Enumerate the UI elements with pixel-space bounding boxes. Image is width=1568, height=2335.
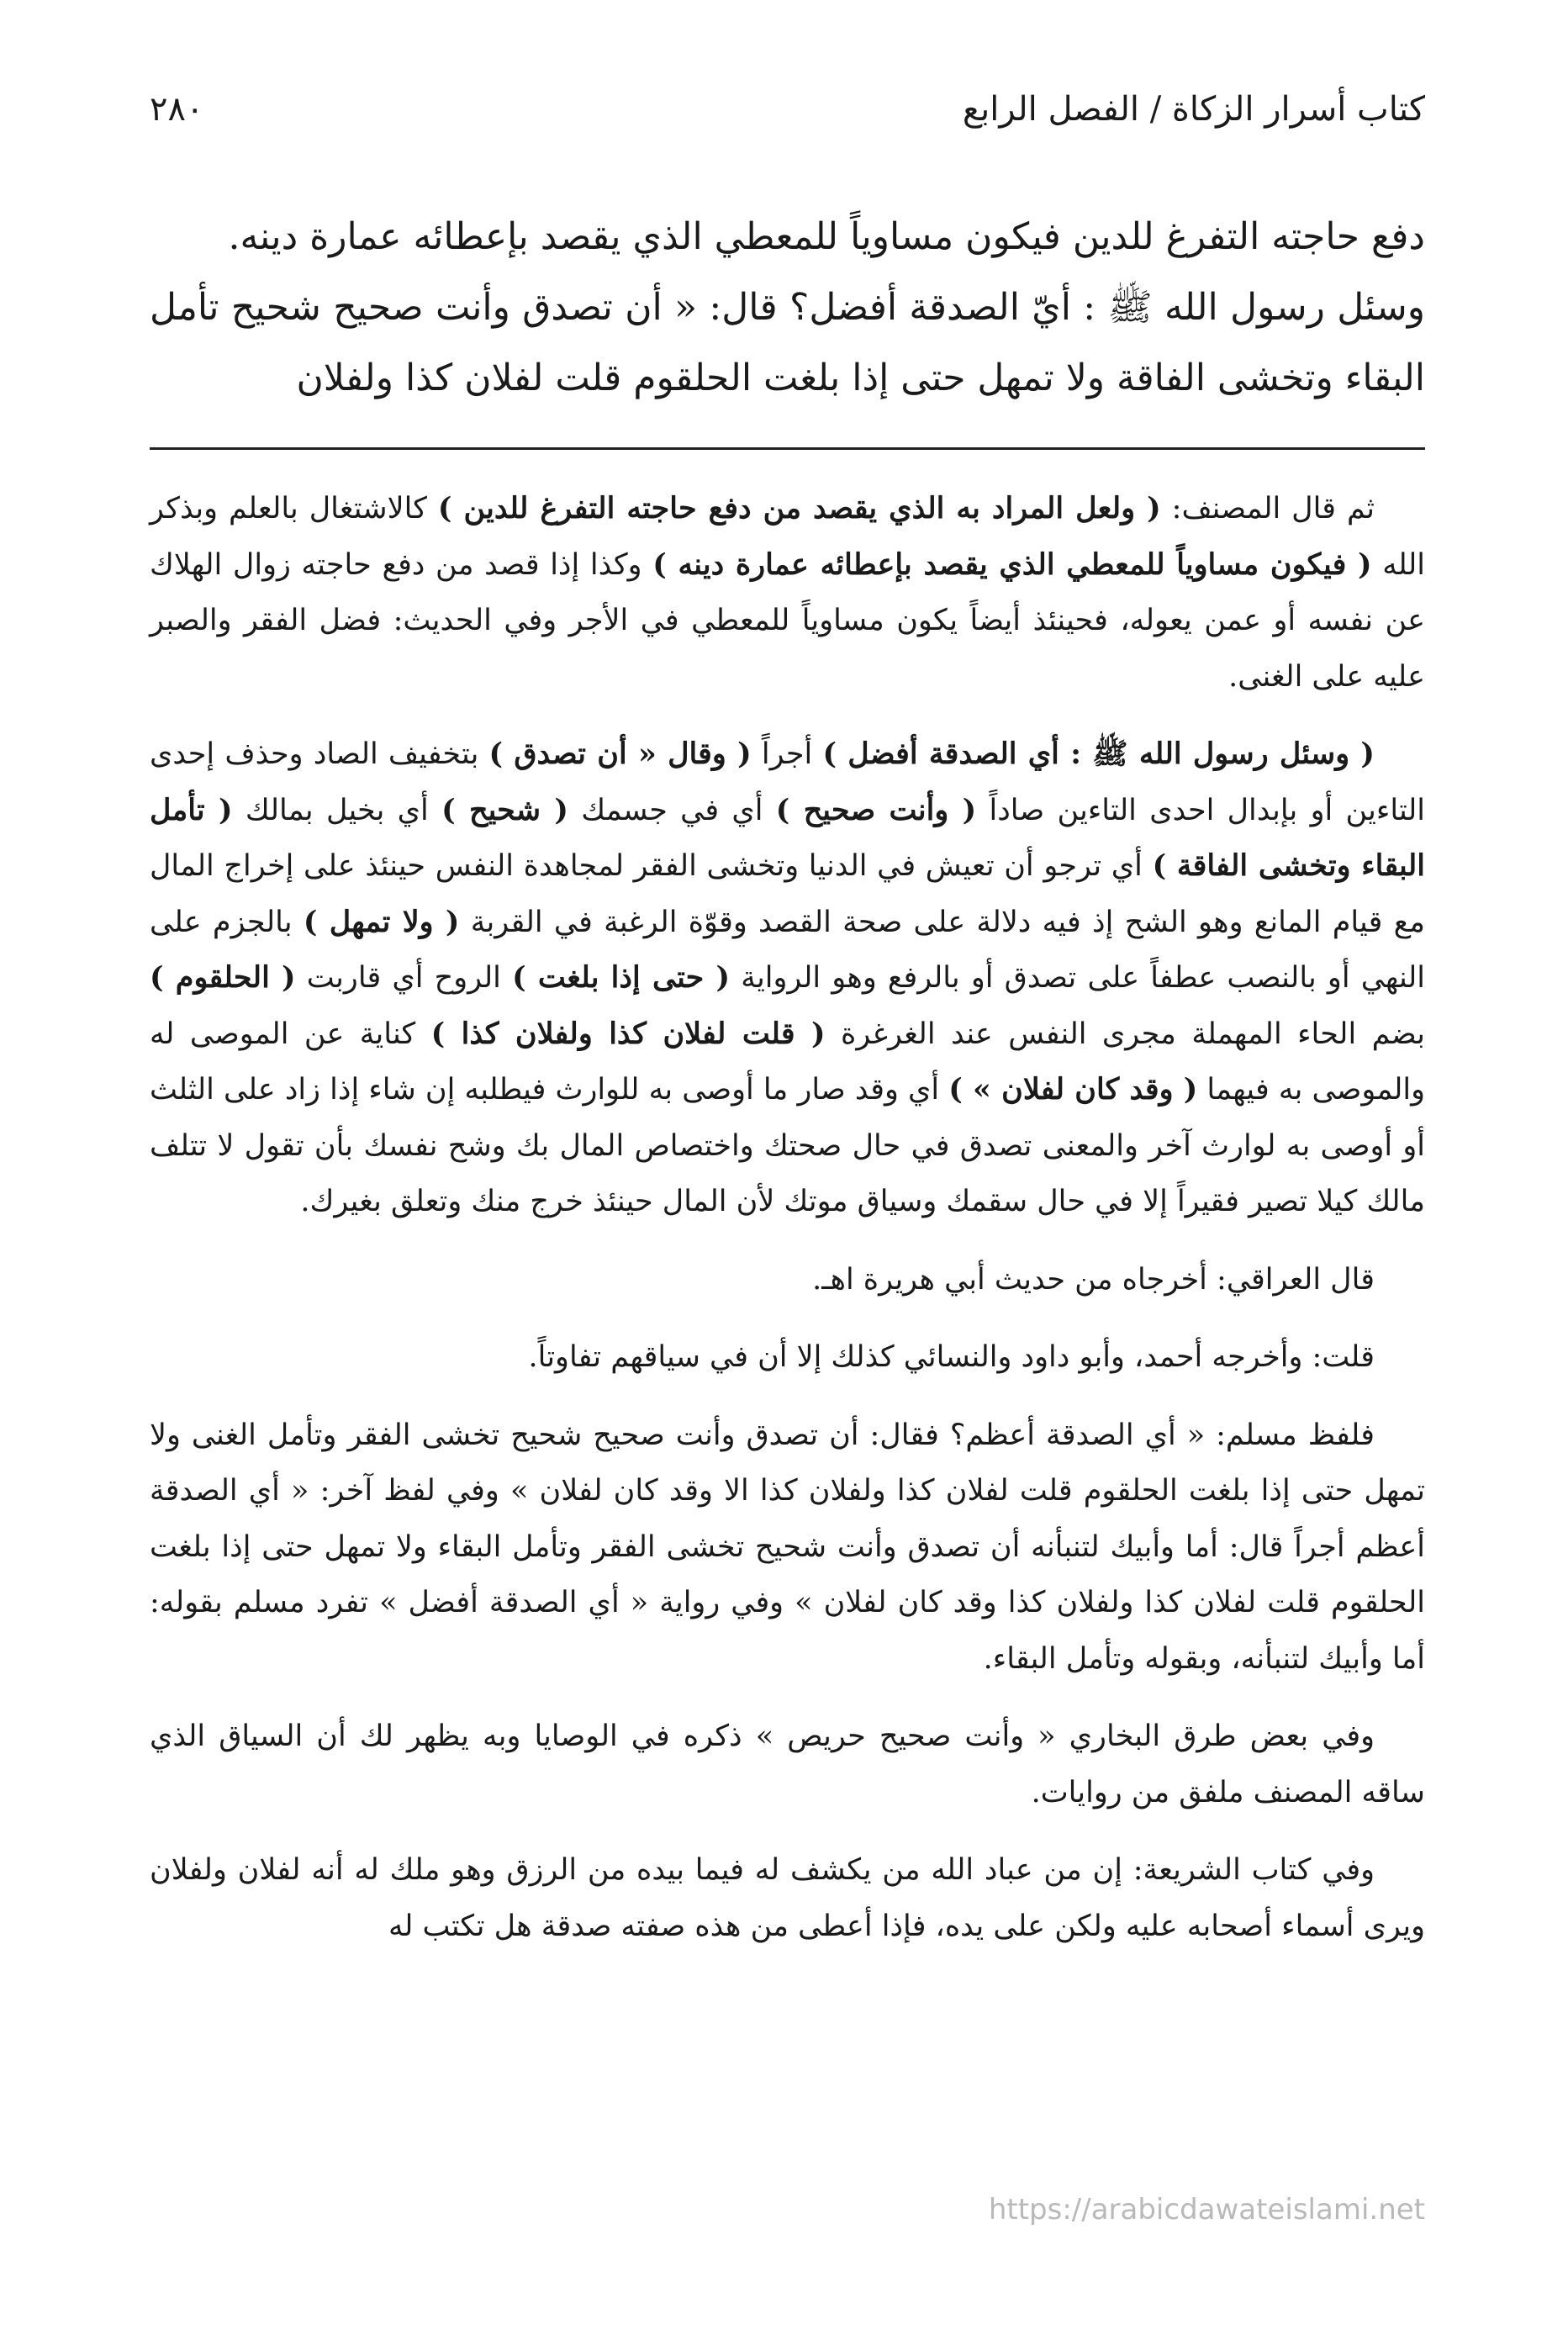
commentary-paragraph: فلفظ مسلم: « أي الصدقة أعظم؟ فقال: أن تصدق وأنت صحيح شحيح تخشى الفقر وتأمل الغنى ولا تمهل حتى إذا بلغت الحلقوم قلت لفلان كذا ولفلان كذا الا وقد كان لفلان » وفي لفظ آخر: « أي الصدقة أعظم أجراً قال: أما وأبيك لتنبأنه أن تصدق وأنت شحيح تخشى الفقر وتأمل البقاء ولا تمهل حتى إذا بلغت الحلقوم قلت لفلان كذا ولفلان كذا وقد كان لفلان » وفي رواية « أي الصدقة أفضل » تفرد مسلم بقوله: أما وأبيك لتنبأنه، وبقوله وتأمل البقاء. (150, 1418, 1425, 1676)
quoted-text: ( قلت لفلان كذا ولفلان كذا ) (430, 1016, 826, 1051)
quoted-text: ( تأمل البقاء وتخشى الفاقة ) (150, 792, 1426, 883)
page-header (150, 84, 1425, 143)
commentary-paragraph: قلت: وأخرجه أحمد، وأبو داود والنسائي كذلك إلا أن في سياقهم تفاوتاً. (528, 1340, 1375, 1374)
commentary-paragraph: وفي بعض طرق البخاري « وأنت صحيح حريص » ذكره في الوصايا وبه يظهر لك أن السياق الذي ساقه المصنف ملفق من روايات. (150, 1720, 1425, 1809)
commentary-paragraph (150, 726, 1425, 1230)
quoted-text: ( الحلقوم ) (150, 960, 296, 995)
quoted-text: ( ولا تمهل ) (303, 904, 460, 939)
commentary-text: أي في جسمك (568, 793, 776, 827)
commentary-text: أي وقد صار ما أوصى به للوارث فيطلبه إن شاء إذا زاد على الثلث أو أوصى به لوارث آخر والمعنى تصدق في حال صحتك واختصاص المال بك وشح نفسك بأن تقول لا تتلف مالك كيلا تصير فقيراً إلا في حال سقمك وسياق موتك لأن المال حينئذ خرج منك وتعلق بغيرك. (150, 1073, 1425, 1218)
page-number: ٢٨٠ (150, 90, 204, 129)
commentary (150, 481, 1425, 1954)
commentary-text: أجراً (751, 737, 823, 771)
commentary-text: بالجزم على النهي أو بالنصب عطفاً على تصدق أو بالرفع وهو الرواية (150, 905, 1425, 995)
commentary-text: بتخفيف الصاد وحذف إحدى التاءين أو بإبدال احدى التاءين صاداً (150, 737, 1425, 827)
commentary-paragraph: قال العراقي: أخرجاه من حديث أبي هريرة اهـ. (812, 1262, 1375, 1297)
main-text (150, 202, 1425, 414)
quoted-text: ( فيكون مساوياً للمعطي الذي يقصد بإعطائه عمارة دينه ) (652, 547, 1372, 582)
commentary-text: كناية عن الموصى له والموصى به فيهما (150, 1017, 1426, 1107)
quoted-text: ( وقال « أن تصدق ) (488, 737, 752, 771)
main-text-paragraph: دفع حاجته التفرغ للدين فيكون مساوياً للمعطي الذي يقصد بإعطائه عمارة دينه. (228, 215, 1425, 258)
quoted-text: ( شحيح ) (441, 792, 568, 827)
commentary-text: أي بخيل بمالك (232, 793, 442, 827)
main-text-paragraph: وسئل رسول الله ﷺ : أيّ الصدقة أفضل؟ قال: « أن تصدق وأنت صحيح شحيح تأمل البقاء وتخشى الفاقة ولا تمهل حتى إذا بلغت الحلقوم قلت لفلان كذا ولفلان (150, 286, 1425, 399)
quoted-text: ( وقد كان لفلان » ) (948, 1072, 1198, 1107)
running-title: كتاب أسرار الزكاة / الفصل الرابع (962, 90, 1425, 129)
quoted-text: ( وأنت صحيح ) (775, 792, 977, 827)
commentary-text: بضم الحاء المهملة مجرى النفس عند الغرغرة (825, 1017, 1425, 1051)
quoted-text: ( ولعل المراد به الذي يقصد من دفع حاجته التفرغ للدين ) (437, 491, 1161, 526)
commentary-text: ثم قال المصنف: (1160, 492, 1375, 526)
quoted-text: ( وسئل رسول الله ﷺ : أي الصدقة أفضل ) (822, 737, 1375, 771)
commentary-text: أي ترجو أن تعيش في الدنيا وتخشى الفقر لمجاهدة النفس حينئذ على إخراج المال مع قيام المانع وهو الشح إذ فيه دلالة على صحة القصد وقوّة الرغبة في القربة (150, 849, 1425, 939)
commentary-paragraph (150, 481, 1425, 705)
commentary-text: الروح أي قاربت (295, 961, 513, 995)
separator-rule (150, 447, 1425, 450)
commentary-text: كالاشتغال بالعلم وبذكر الله (150, 492, 1425, 582)
commentary-text: وكذا إذا قصد من دفع حاجته زوال الهلاك عن نفسه أو عمن يعوله، فحينئذ أيضاً يكون مساوياً للمعطي في الأجر وفي الحديث: فضل الفقر والصبر عليه على الغنى. (150, 547, 1425, 694)
quoted-text: ( حتى إذا بلغت ) (512, 960, 731, 995)
commentary-paragraph: وفي كتاب الشريعة: إن من عباد الله من يكشف له فيما بيده من الرزق وهو ملك له أنه لفلان ولفلان ويرى أسماء أصحابه عليه ولكن على يده، فإذا أعطى من هذه صفته صدقة هل تكتب له (150, 1853, 1425, 1943)
watermark-url: https://arabicdawateislami.net (988, 2193, 1425, 2227)
